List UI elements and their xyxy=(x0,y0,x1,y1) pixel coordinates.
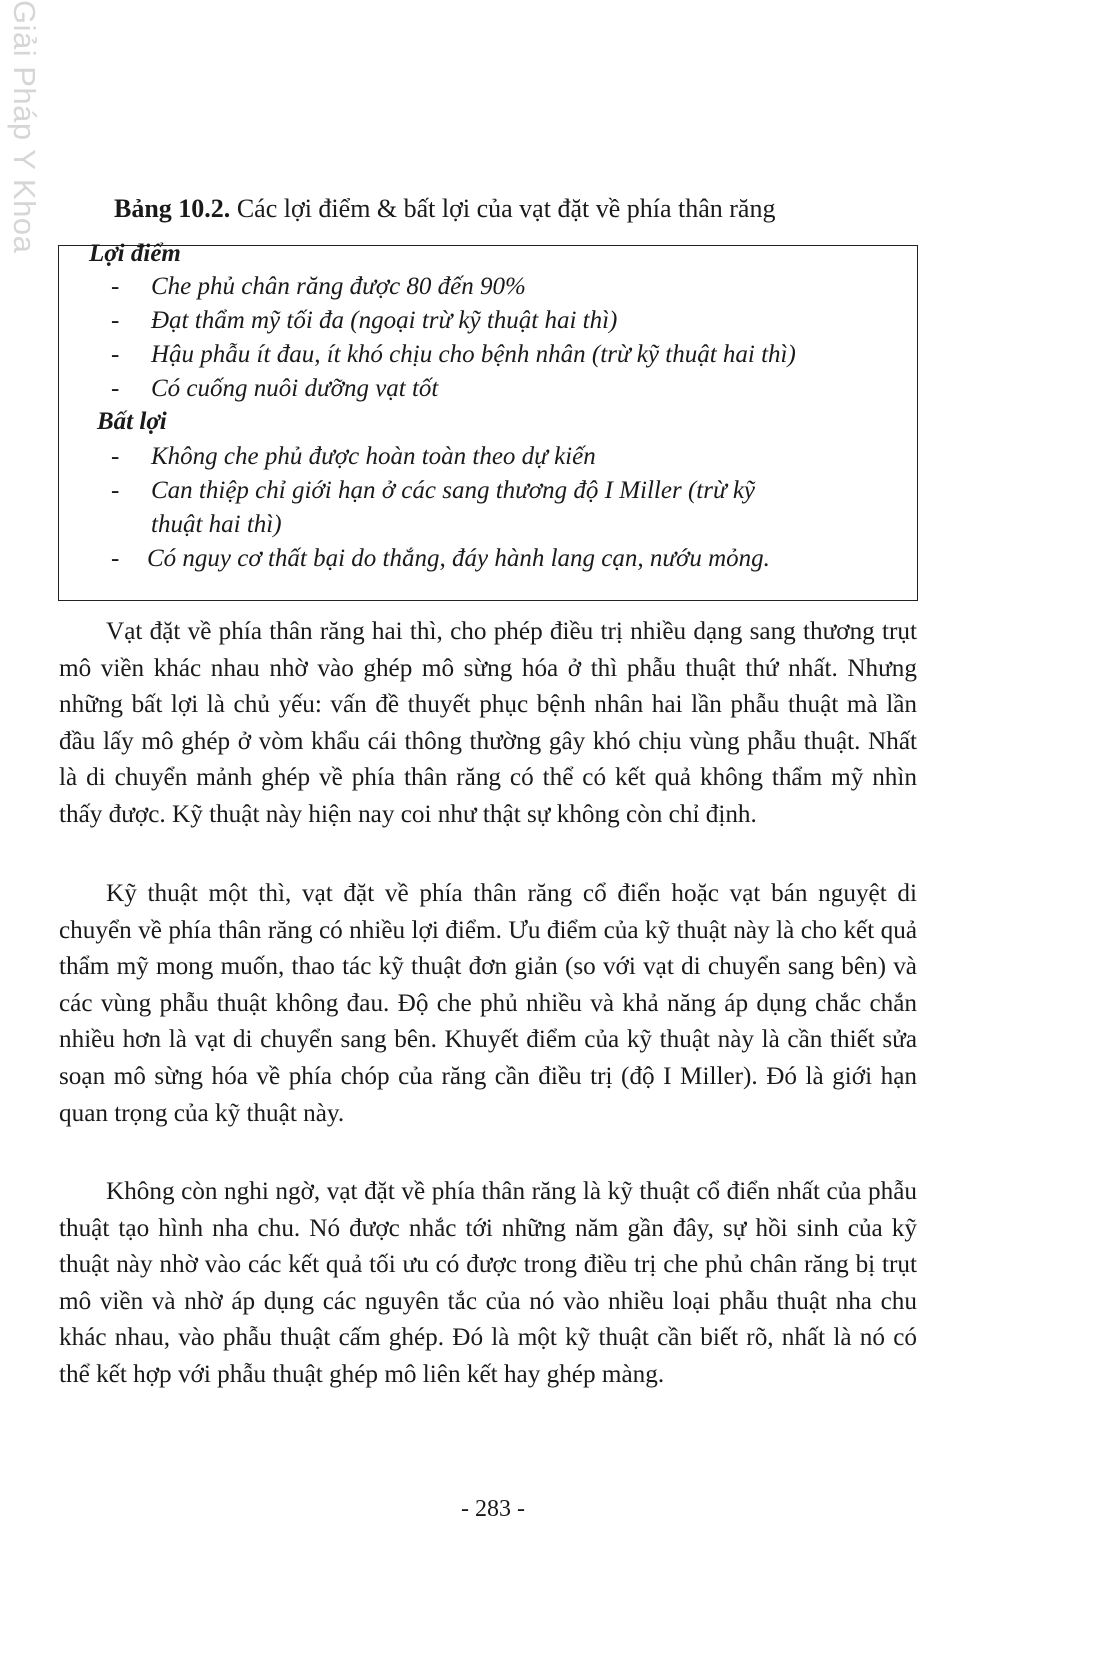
table-caption xyxy=(114,194,775,224)
list-dash: - xyxy=(111,443,120,470)
table-caption-label: Bảng 10.2. xyxy=(114,194,231,223)
watermark-text: Giải Pháp Y Khoa xyxy=(7,0,42,254)
list-dash: - xyxy=(111,375,120,402)
page-number: - 283 - xyxy=(461,1496,525,1522)
body-paragraph: Vạt đặt về phía thân răng hai thì, cho phép điều trị nhiều dạng sang thương trụt mô viền khác nhau nhờ vào ghép mô sừng hóa ở thì phẫu thuật thứ nhất. Nhưng những bất lợi là chủ yếu: vấn đề thuyết phục bệnh nhân hai lần phẫu thuật mà lần đầu lấy mô ghép ở vòm khẩu cái thông thường gây khó chịu vùng phẫu thuật. Nhất là di chuyển mảnh ghép về phía thân răng có thể có kết quả không thẩm mỹ nhìn thấy được. Kỹ thuật này hiện nay coi như thật sự không còn chỉ định. xyxy=(59,618,917,828)
disadvantage-item: Can thiệp chỉ giới hạn ở các sang thương độ I Miller (trừ kỹ xyxy=(151,477,756,504)
advantage-item: Che phủ chân răng được 80 đến 90% xyxy=(151,273,526,300)
table-caption-text: Các lợi điểm & bất lợi của vạt đặt về phía thân răng xyxy=(230,194,776,223)
advantage-item: Có cuống nuôi dưỡng vạt tốt xyxy=(151,375,439,402)
disadvantage-item: Có nguy cơ thất bại do thắng, đáy hành lang cạn, nướu mỏng. xyxy=(147,545,770,572)
advantages-disadvantages-table xyxy=(58,240,918,601)
list-dash: - xyxy=(111,273,120,300)
list-dash: - xyxy=(111,341,120,368)
list-dash: - xyxy=(111,477,120,504)
disadvantage-item: Không che phủ được hoàn toàn theo dự kiến xyxy=(151,443,596,470)
advantage-item: Đạt thẩm mỹ tối đa (ngoại trừ kỹ thuật hai thì) xyxy=(151,307,618,334)
list-dash: - xyxy=(111,545,120,572)
advantage-item: Hậu phẫu ít đau, ít khó chịu cho bệnh nhân (trừ kỹ thuật hai thì) xyxy=(151,341,796,368)
body-paragraph: Không còn nghi ngờ, vạt đặt về phía thân răng là kỹ thuật cổ điển nhất của phẫu thuật tạo hình nha chu. Nó được nhắc tới những năm gần đây, sự hồi sinh của kỹ thuật này nhờ vào các kết quả tối ưu có được trong điều trị che phủ chân răng bị trụt mô viền và nhờ áp dụng các nguyên tắc của nó vào nhiều loại phẫu thuật nha chu khác nhau, vào phẫu thuật cấm ghép. Đó là một kỹ thuật cần biết rõ, nhất là nó có thể kết hợp với phẫu thuật ghép mô liên kết hay ghép màng. xyxy=(59,1178,917,1388)
advantages-heading: Lợi điểm xyxy=(89,240,181,267)
disadvantages-heading: Bất lợi xyxy=(97,408,167,435)
list-dash: - xyxy=(111,307,120,334)
body-paragraph: Kỹ thuật một thì, vạt đặt về phía thân răng cổ điển hoặc vạt bán nguyệt di chuyển về phía thân răng có nhiều lợi điểm. Ưu điểm của kỹ thuật này là cho kết quả thẩm mỹ mong muốn, thao tác kỹ thuật đơn giản (so với vạt di chuyển sang bên) và các vùng phẫu thuật không đau. Độ che phủ nhiều và khả năng áp dụng chắc chắn nhiều hơn là vạt di chuyển sang bên. Khuyết điểm của kỹ thuật này là cần thiết sửa soạn mô sừng hóa về phía chóp của răng cần điều trị (độ I Miller). Đó là giới hạn quan trọng của kỹ thuật này. xyxy=(59,880,917,1127)
disadvantage-item-continuation: thuật hai thì) xyxy=(151,511,282,538)
